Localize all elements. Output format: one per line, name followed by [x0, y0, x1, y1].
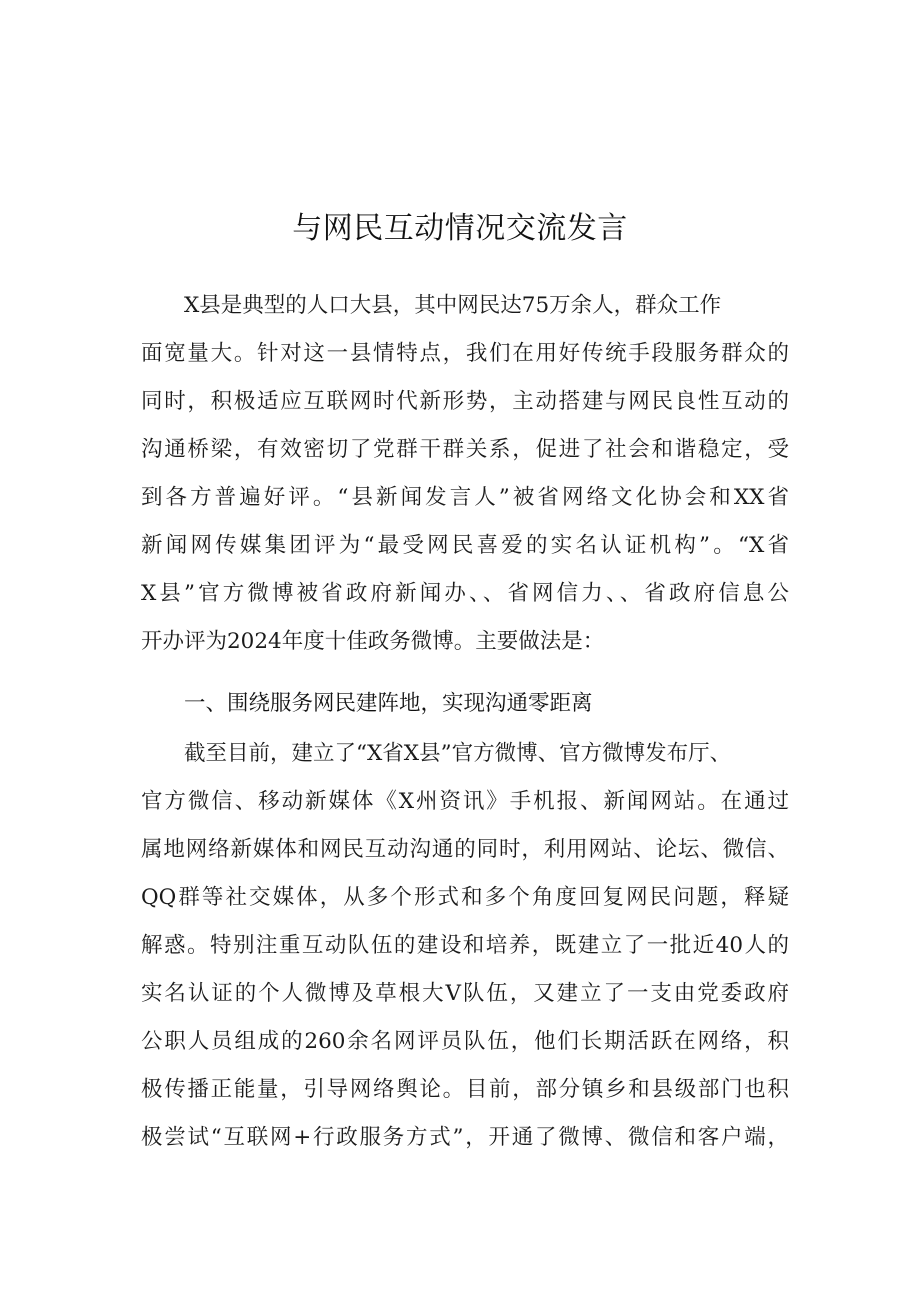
paragraph-line: 新闻网传媒集团评为“最受网民喜爱的实名认证机构”。“X省: [141, 533, 789, 558]
paragraph-line: 解惑。特别注重互动队伍的建设和培养，既建立了一批近40人的: [141, 933, 789, 958]
paragraph-section1: [141, 730, 789, 1162]
document-title: 与网民互动情况交流发言: [292, 211, 628, 246]
paragraph-line: 截至目前，建立了“X省X县”官方微博、官方微博发布厅、: [184, 741, 732, 766]
paragraph-line: 极尝试“互联网+行政服务方式”，开通了微博、微信和客户端，: [141, 1125, 789, 1150]
paragraph-line: 属地网络新媒体和网民互动沟通的同时，利用网站、论坛、微信、: [141, 837, 789, 862]
paragraph-line: 官方微信、移动新媒体《X州资讯》手机报、新闻网站。在通过: [141, 789, 789, 814]
paragraph-line: 到各方普遍好评。“县新闻发言人”被省网络文化协会和XX省: [141, 485, 789, 510]
paragraph-line: 公职人员组成的260余名网评员队伍，他们长期活跃在网络，积: [141, 1029, 789, 1054]
paragraph-line: X县”官方微博被省政府新闻办、、省网信力、、省政府信息公: [141, 581, 789, 606]
paragraph-line: 同时，积极适应互联网时代新形势，主动搭建与网民良性互动的: [141, 389, 789, 414]
paragraph-line: X县是典型的人口大县，其中网民达75万余人，群众工作: [184, 293, 722, 318]
paragraph-line: 面宽量大。针对这一县情特点，我们在用好传统手段服务群众的: [141, 341, 789, 366]
paragraph-intro: [141, 282, 789, 666]
paragraph-line: QQ群等社交媒体，从多个形式和多个角度回复网民问题，释疑: [141, 885, 789, 910]
paragraph-line: 沟通桥梁，有效密切了党群干群关系，促进了社会和谐稳定，受: [141, 437, 789, 462]
paragraph-line: 实名认证的个人微博及草根大V队伍，又建立了一支由党委政府: [141, 981, 789, 1006]
section-heading: 一、围绕服务网民建阵地，实现沟通零距离: [184, 691, 593, 716]
paragraph-line: 开办评为2024年度十佳政务微博。主要做法是：: [141, 629, 605, 654]
paragraph-line: 极传播正能量，引导网络舆论。目前，部分镇乡和县级部门也积: [141, 1077, 789, 1102]
